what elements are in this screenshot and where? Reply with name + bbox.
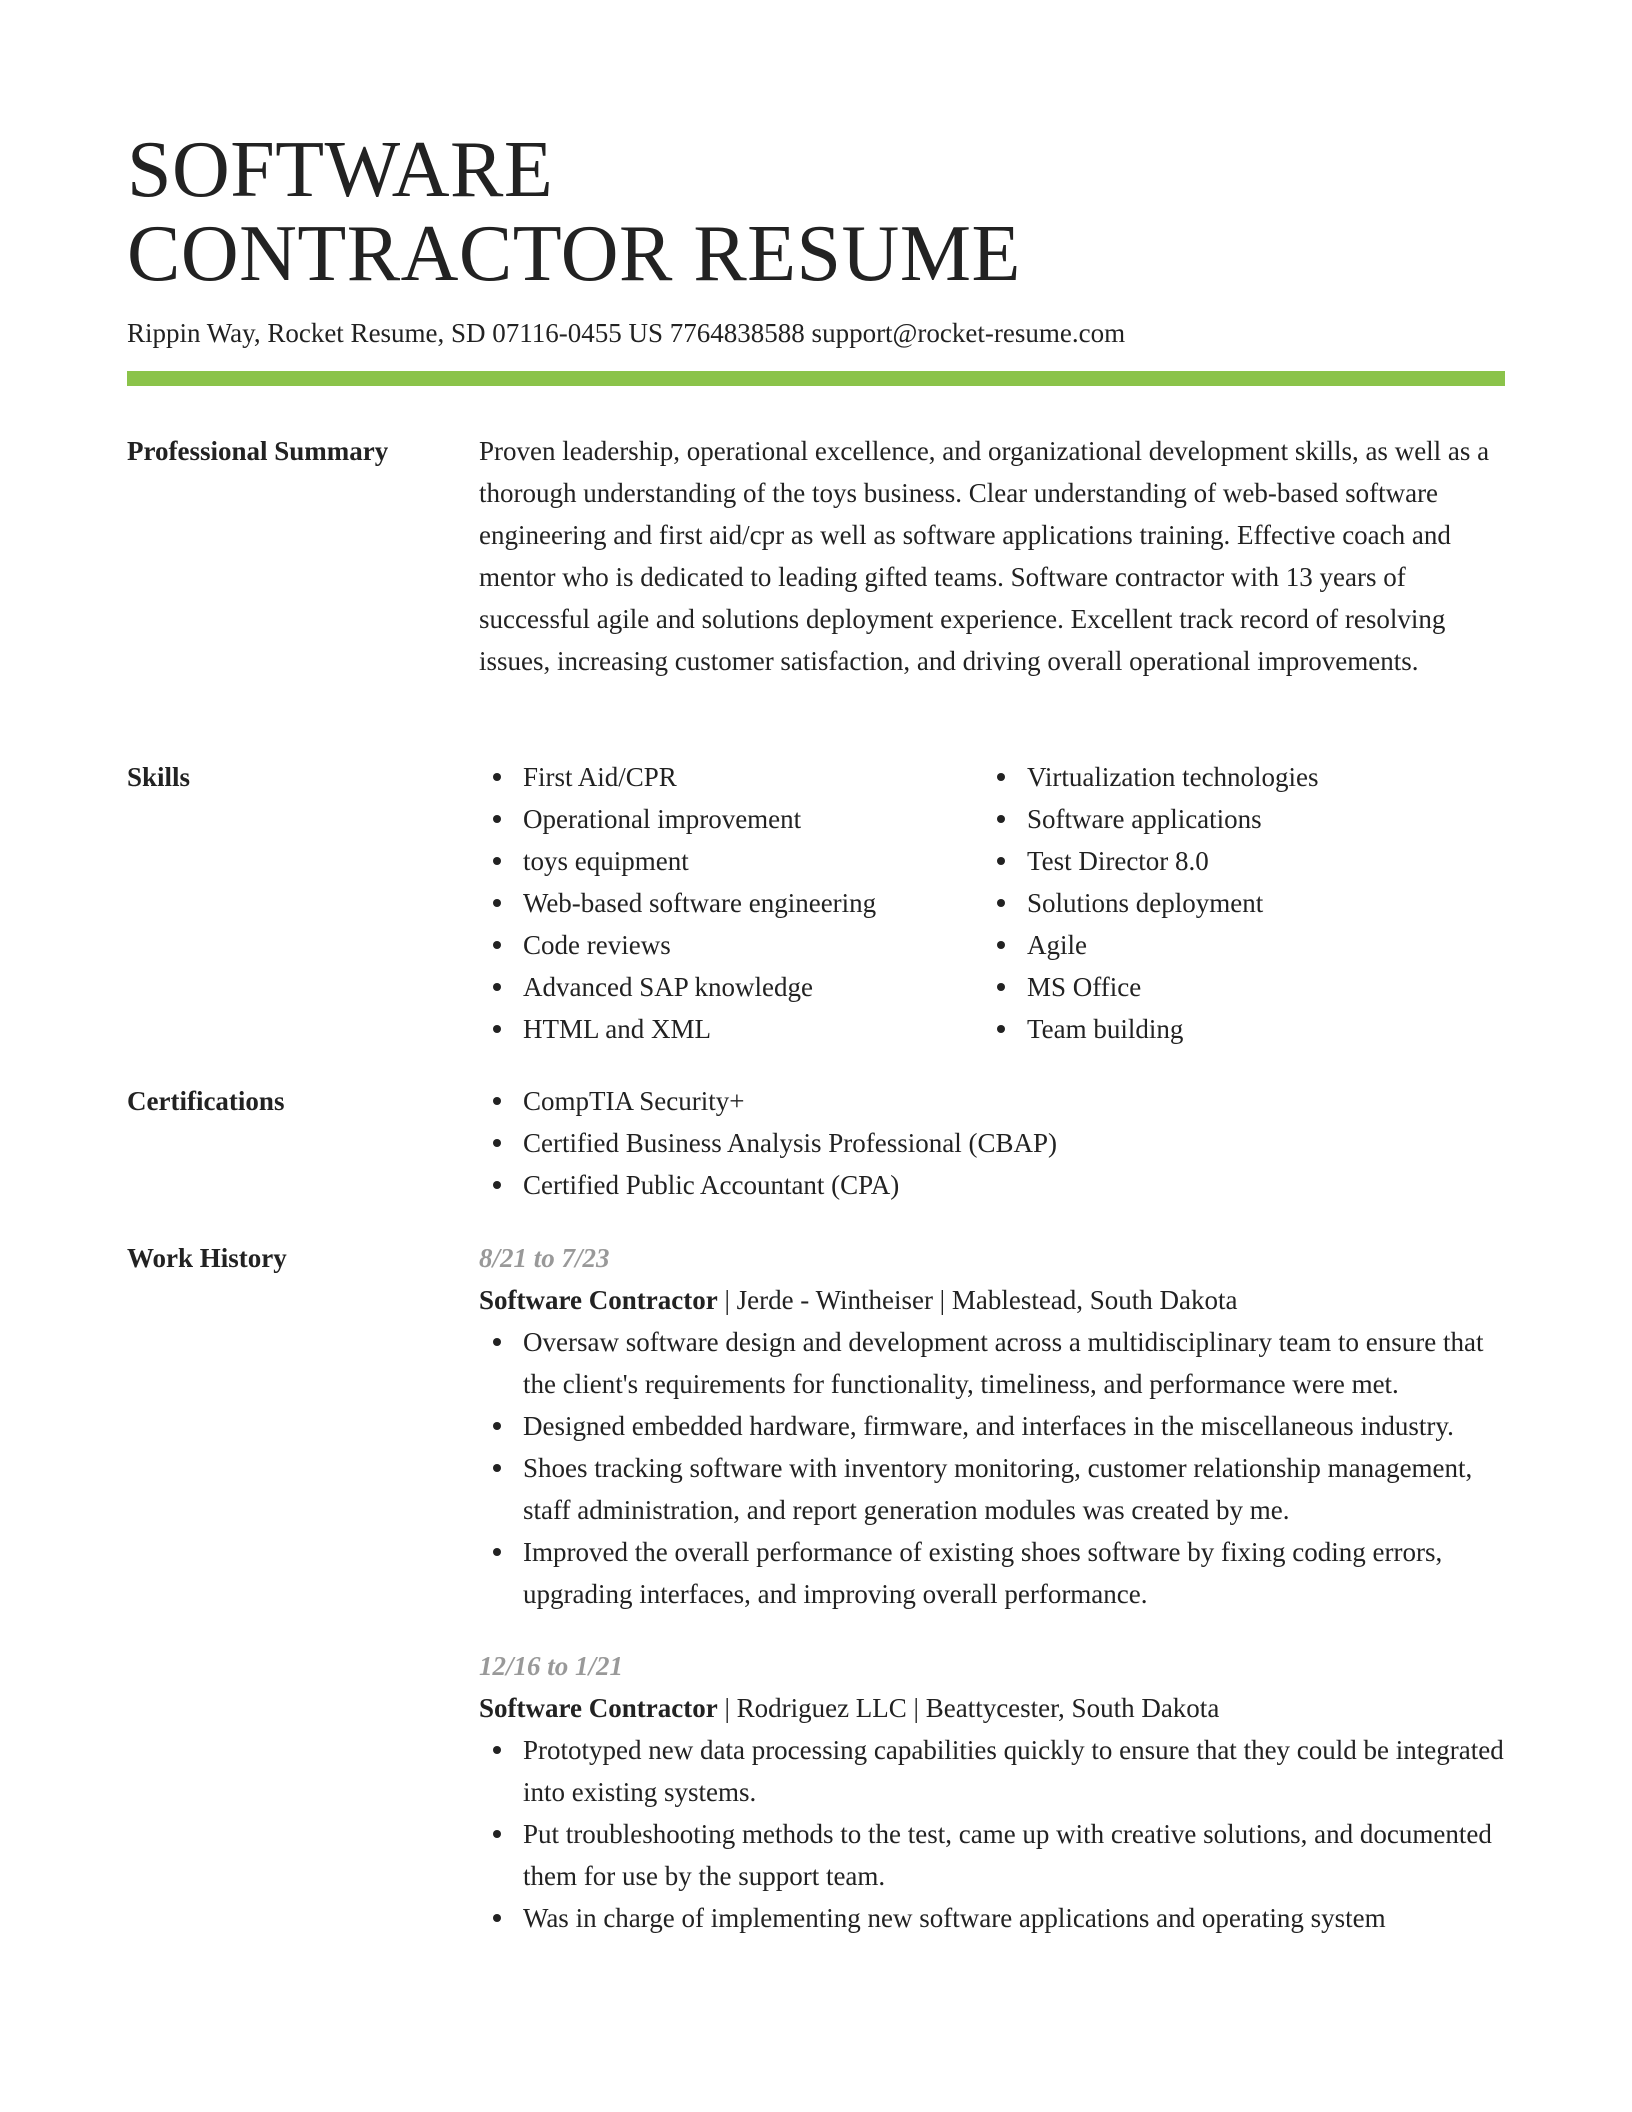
job-bullet: Put troubleshooting methods to the test, came up with creative solutions, and documented them for use by the support team.: [479, 1813, 1505, 1897]
skills-body: [479, 756, 1505, 1050]
skill-item: First Aid/CPR: [479, 756, 983, 798]
skill-item: Web-based software engineering: [479, 882, 983, 924]
job-bullet: Prototyped new data processing capabilities quickly to ensure that they could be integrated into existing systems.: [479, 1729, 1505, 1813]
resume-title-line-1: SOFTWARE: [127, 126, 554, 214]
contact-info: Rippin Way, Rocket Resume, SD 07116-0455 US 7764838588 support@rocket-resume.com: [127, 318, 1126, 348]
skill-item: Software applications: [983, 798, 1487, 840]
summary-text: Proven leadership, operational excellence, and organizational development skills, as well as a thorough understanding of the toys business. Clear understanding of web-based software engineering and first aid/cpr as well as software applications training. Effective coach and mentor who is dedicated to leading gifted teams. Software contractor with 13 years of successful agile and solutions deployment experience. Excellent track record of resolving issues, increasing customer satisfaction, and driving overall operational improvements.: [479, 436, 1490, 676]
skill-item: HTML and XML: [479, 1008, 983, 1050]
skills-list-right: [983, 756, 1487, 1050]
skill-item: Solutions deployment: [983, 882, 1487, 924]
skill-item: Operational improvement: [479, 798, 983, 840]
job-bullet-list: [479, 1729, 1505, 1939]
certification-item: CompTIA Security+: [479, 1080, 1505, 1122]
resume-title-line-2: CONTRACTOR RESUME: [127, 210, 1021, 298]
job-dates: 12/16 to 1/21: [479, 1651, 624, 1681]
job-title: Software Contractor: [479, 1285, 718, 1315]
skill-item: Team building: [983, 1008, 1487, 1050]
job-bullet: Designed embedded hardware, firmware, and interfaces in the miscellaneous industry.: [479, 1405, 1505, 1447]
job-entry: [479, 1645, 1505, 1939]
summary-body: [479, 430, 1505, 682]
job-bullet: Oversaw software design and development across a multidisciplinary team to ensure that the client's requirements for functionality, timeliness, and performance were met.: [479, 1321, 1505, 1405]
accent-divider: [127, 371, 1505, 386]
skill-item: toys equipment: [479, 840, 983, 882]
job-bullet: Was in charge of implementing new software applications and operating system: [479, 1897, 1505, 1939]
job-heading: [479, 1687, 1505, 1729]
resume-title: [127, 128, 1021, 296]
work-history-body: [479, 1237, 1505, 1969]
job-details: | Rodriguez LLC | Beattycester, South Dakota: [717, 1693, 1220, 1723]
job-dates: 8/21 to 7/23: [479, 1243, 610, 1273]
work-history-label: Work History: [127, 1243, 287, 1273]
summary-label: Professional Summary: [127, 436, 389, 466]
skill-item: Virtualization technologies: [983, 756, 1487, 798]
skill-item: Code reviews: [479, 924, 983, 966]
certifications-body: [479, 1080, 1505, 1206]
job-details: | Jerde - Wintheiser | Mablestead, South Dakota: [717, 1285, 1238, 1315]
job-bullet: Improved the overall performance of existing shoes software by fixing coding errors, upgrading interfaces, and improving overall performance.: [479, 1531, 1505, 1615]
job-bullet: Shoes tracking software with inventory monitoring, customer relationship management, staff administration, and report generation modules was created by me.: [479, 1447, 1505, 1531]
certifications-list: [479, 1080, 1505, 1206]
certification-item: Certified Business Analysis Professional (CBAP): [479, 1122, 1505, 1164]
job-heading: [479, 1279, 1505, 1321]
skill-item: Advanced SAP knowledge: [479, 966, 983, 1008]
skills-label: Skills: [127, 762, 191, 792]
certification-item: Certified Public Accountant (CPA): [479, 1164, 1505, 1206]
skill-item: MS Office: [983, 966, 1487, 1008]
job-bullet-list: [479, 1321, 1505, 1615]
certifications-label: Certifications: [127, 1086, 285, 1116]
skill-item: Agile: [983, 924, 1487, 966]
job-title: Software Contractor: [479, 1693, 718, 1723]
skills-list-left: [479, 756, 983, 1050]
skill-item: Test Director 8.0: [983, 840, 1487, 882]
job-entry: [479, 1237, 1505, 1615]
